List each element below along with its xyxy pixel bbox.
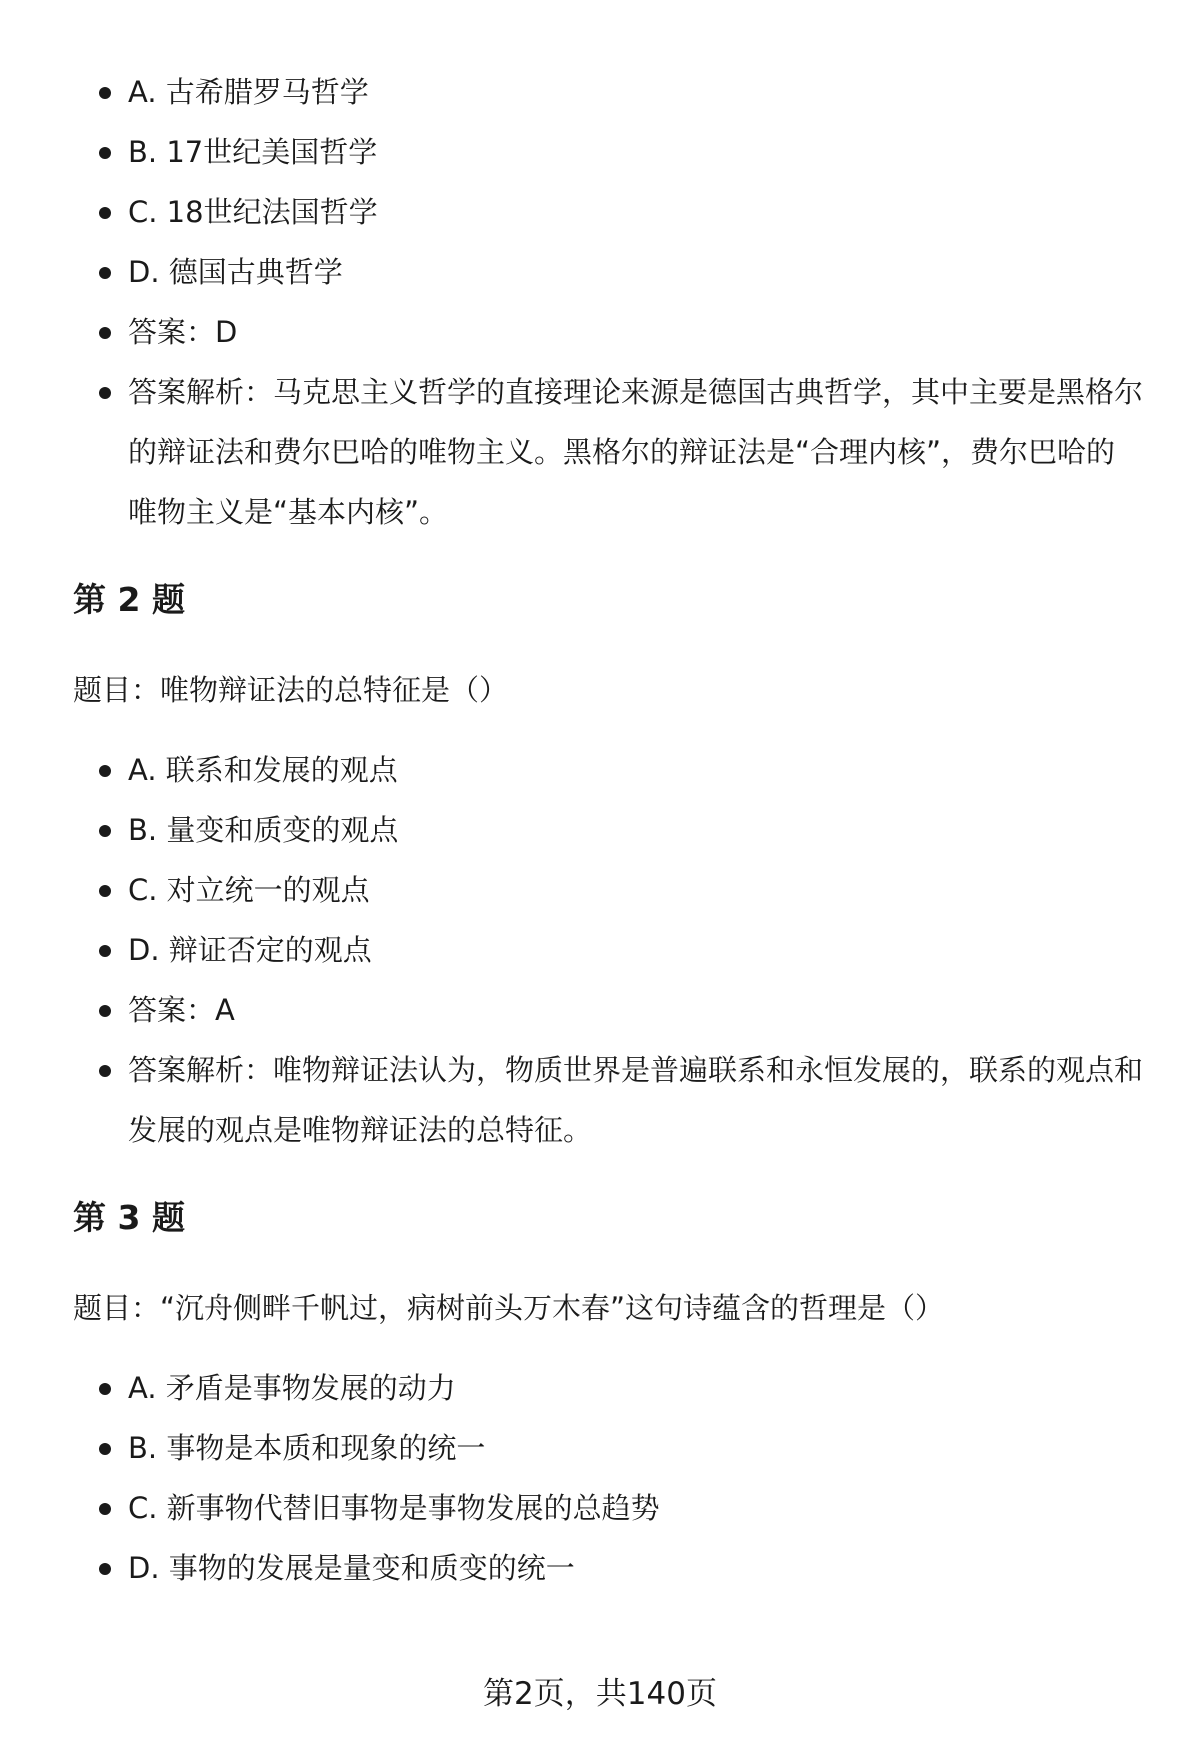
- q1-explanation: 答案解析：马克思主义哲学的直接理论来源是德国古典哲学，其中主要是黑格尔的辩证法和费尔巴哈的唯物主义。黑格尔的辩证法是“合理内核”，费尔巴哈的唯物主义是“基本内核”。: [73, 362, 1143, 542]
- q2-option-list: [73, 740, 1143, 1160]
- page-content: [73, 62, 1143, 1598]
- q1-option-list: [73, 62, 1143, 542]
- q2-option-d: D. 辩证否定的观点: [73, 920, 1143, 980]
- q2-stem: 题目：唯物辩证法的总特征是（）: [73, 673, 509, 707]
- q1-option-b: B. 17世纪美国哲学: [73, 122, 1143, 182]
- q3-option-d: D. 事物的发展是量变和质变的统一: [73, 1538, 1143, 1598]
- q1-option-a: A. 古希腊罗马哲学: [73, 62, 1143, 122]
- q2-option-b: B. 量变和质变的观点: [73, 800, 1143, 860]
- q2-answer: 答案：A: [73, 980, 1143, 1040]
- q1-option-c: C. 18世纪法国哲学: [73, 182, 1143, 242]
- q3-option-a: A. 矛盾是事物发展的动力: [73, 1358, 1143, 1418]
- q3-title: 第 3 题: [73, 1198, 185, 1237]
- q3-option-b: B. 事物是本质和现象的统一: [73, 1418, 1143, 1478]
- page-number-footer: 第2页，共140页: [483, 1676, 717, 1712]
- q2-title: 第 2 题: [73, 580, 185, 619]
- q2-explanation: 答案解析：唯物辩证法认为，物质世界是普遍联系和永恒发展的，联系的观点和发展的观点是唯物辩证法的总特征。: [73, 1040, 1143, 1160]
- q3-option-c: C. 新事物代替旧事物是事物发展的总趋势: [73, 1478, 1143, 1538]
- q2-option-a: A. 联系和发展的观点: [73, 740, 1143, 800]
- q2-option-c: C. 对立统一的观点: [73, 860, 1143, 920]
- q1-answer: 答案：D: [73, 302, 1143, 362]
- q3-stem: 题目：“沉舟侧畔千帆过，病树前头万木春”这句诗蕴含的哲理是（）: [73, 1291, 945, 1325]
- q1-option-d: D. 德国古典哲学: [73, 242, 1143, 302]
- q3-option-list: [73, 1358, 1143, 1598]
